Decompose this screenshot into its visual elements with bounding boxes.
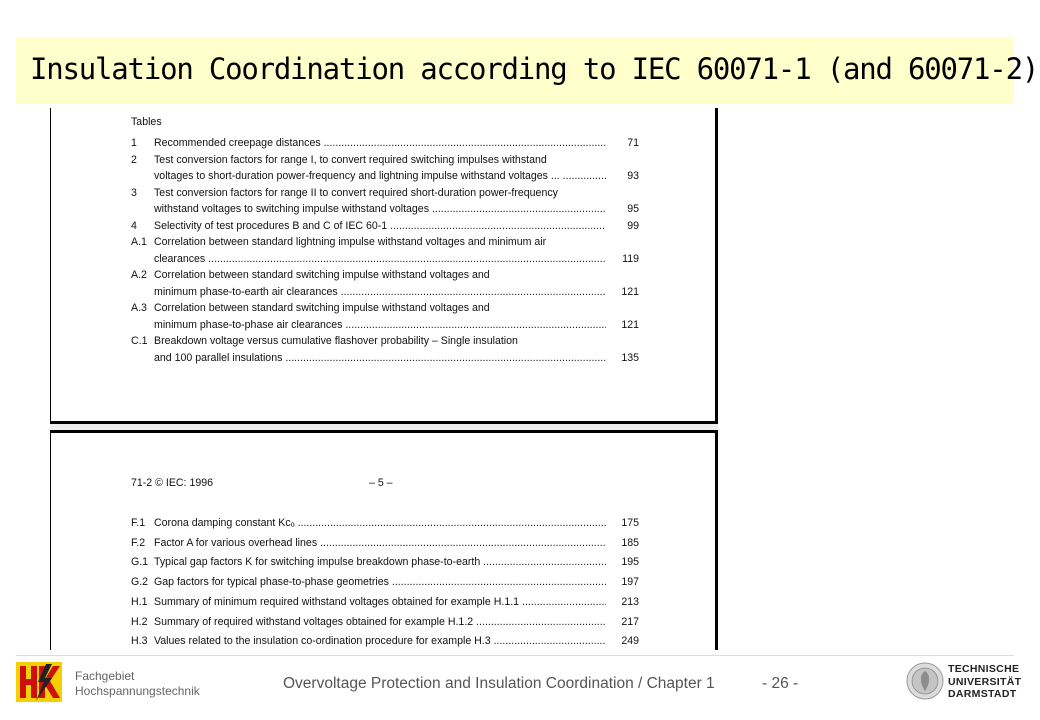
page-reference: 195 [618,554,639,571]
table-list-item [131,218,639,235]
page-number: - 26 - [762,675,799,692]
tables-heading: Tables [131,116,162,128]
table-number: F.2 [131,536,146,549]
table-number: G.2 [131,576,149,589]
table-list-item [131,152,639,185]
table-number: H.3 [131,635,148,648]
department-line-2: Hochspannungstechnik [75,684,200,698]
table-number: 3 [131,186,137,199]
hochspannung-logo-icon [16,662,62,702]
table-list-item [131,633,639,650]
table-list-item [131,267,639,300]
table-number: 1 [131,137,137,149]
page-header-left: 71-2 © IEC: 1996 [131,477,214,489]
university-line-2: UNIVERSITÄT [948,675,1022,688]
page-reference: 121 [618,284,639,301]
table-title-line: Corona damping constant Kᴄₒ ..... [154,515,606,532]
table-number: G.1 [131,556,149,569]
department-name [75,669,200,699]
page-reference: 95 [624,201,639,218]
table-list-item [131,574,639,591]
page-reference: 249 [618,633,639,650]
table-title-line: Typical gap factors K for switching impulse breakdown phase-to-earth ..... [154,554,606,571]
page-reference: 99 [624,218,639,235]
table-list-item [131,535,639,552]
table-list-item [131,594,639,611]
table-title-line: minimum phase-to-phase air clearances ..... [154,317,606,334]
document-page-continued [50,430,718,650]
table-number: 4 [131,219,137,232]
course-title: Overvoltage Protection and Insulation Coordination / Chapter 1 [283,675,715,692]
page-reference: 213 [618,594,639,611]
page-reference: 217 [618,614,639,631]
table-title-line: Test conversion factors for range I, to convert required switching impulses withstand [154,153,547,166]
table-title-line: Test conversion factors for range II to convert required short-duration power-frequency [154,186,558,199]
footer-divider [16,655,1014,656]
table-number: H.1 [131,595,148,608]
document-page-tables [50,108,718,424]
table-list-item [131,614,639,631]
table-number: A.2 [131,269,147,281]
table-number: A.3 [131,302,147,314]
table-title-line: and 100 parallel insulations ..... [154,350,606,367]
table-list-item [131,185,639,218]
page-reference: 175 [618,515,639,532]
page-header-center: – 5 – [369,477,393,489]
table-number: H.2 [131,615,148,628]
table-title-line: Summary of required withstand voltages obtained for example H.1.2 ..... [154,614,606,631]
page-reference: 197 [618,574,639,591]
department-line-1: Fachgebiet [75,669,135,683]
university-line-3: DARMSTADT [948,688,1017,700]
table-list-item [131,554,639,571]
university-name [948,663,1021,701]
table-title-line: Summary of minimum required withstand voltages obtained for example H.1.1 ..... [154,594,606,611]
table-number: 2 [131,153,137,166]
table-number: C.1 [131,335,148,347]
table-title-line: Factor A for various overhead lines ..... [154,535,606,552]
page-reference: 93 [624,168,639,185]
table-title-line: Breakdown voltage versus cumulative flashover probability – Single insulation [154,335,518,347]
table-title-line: Recommended creepage distances ..... [154,135,606,152]
tu-darmstadt-seal-icon [906,662,944,700]
table-list-item [131,234,639,267]
page-reference: 121 [618,317,639,334]
table-title-line: withstand voltages to switching impulse withstand voltages ..... [154,201,606,218]
table-title-line: Selectivity of test procedures B and C of IEC 60-1 ..... [154,218,606,235]
table-title-line: Correlation between standard lightning impulse withstand voltages and minimum air [154,236,547,248]
table-title-line: voltages to short-duration power-frequency and lightning impulse withstand voltages ... ..... [154,168,606,185]
table-title-line: Gap factors for typical phase-to-phase geometries ..... [154,574,606,591]
table-list-item [131,515,639,532]
table-number: F.1 [131,517,146,529]
slide-title: Insulation Coordination according to IEC 60071-1 (and 60071-2) [30,52,1039,86]
table-title-line: clearances ..... [154,251,606,268]
table-title-line: Correlation between standard switching impulse withstand voltages and [154,269,490,281]
table-list-item [131,300,639,333]
table-title-line: Correlation between standard switching impulse withstand voltages and [154,302,490,314]
university-line-1: TECHNISCHE [948,663,1020,675]
page-reference: 135 [618,350,639,367]
page-reference: 185 [618,535,639,552]
table-number: A.1 [131,236,147,248]
table-list-item [131,333,639,366]
title-bar [16,38,1039,104]
table-list-item [131,135,639,152]
table-title-line: minimum phase-to-earth air clearances ..... [154,284,606,301]
table-title-line: Values related to the insulation co-ordination procedure for example H.3 ..... [154,633,606,650]
page-reference: 119 [619,251,639,268]
page-reference: 71 [624,135,639,152]
